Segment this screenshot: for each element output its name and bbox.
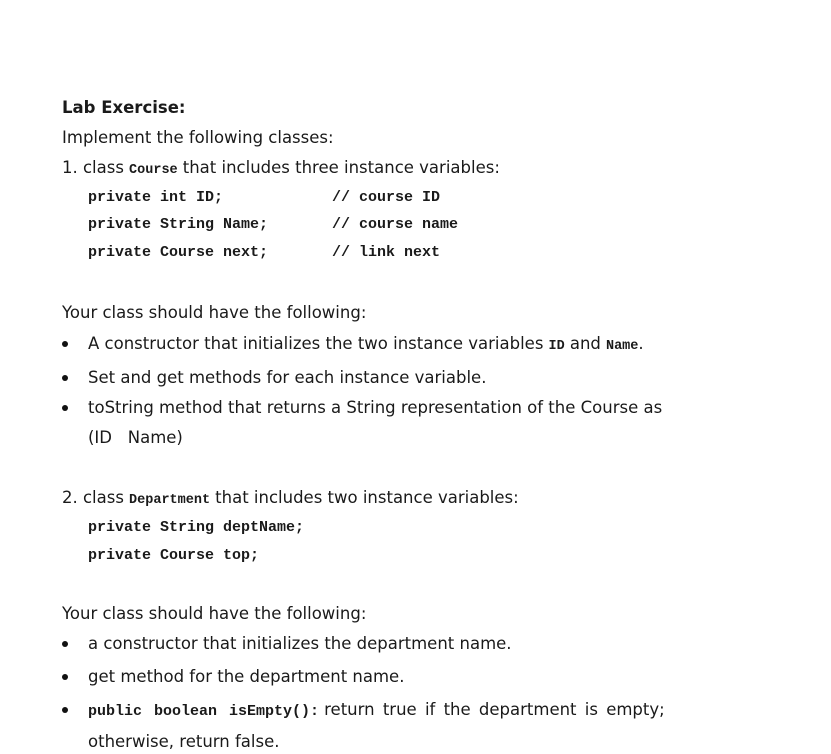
item-1-class-name: Course (129, 163, 178, 178)
bullet-icon (62, 405, 68, 411)
item-1-suffix: that includes three instance variables: (182, 158, 500, 177)
course-var-name-comment: // course name (332, 216, 459, 233)
bullet-icon (62, 341, 68, 347)
section-2-bullet-isempty-line2: otherwise, return false. (88, 732, 280, 751)
constructor-conj: and (569, 334, 601, 353)
item-2-class-name: Department (129, 493, 211, 508)
section-1-bullet-constructor (88, 334, 644, 354)
constructor-text: A constructor that initializes the two instance variables (88, 334, 544, 353)
section-1-lead: Your class should have the following: (62, 303, 367, 322)
item-2-suffix: that includes two instance variables: (215, 488, 519, 507)
bullet-icon (62, 674, 68, 680)
course-var-next-comment: // link next (332, 244, 441, 261)
department-var-deptname: private String deptName; (88, 519, 305, 536)
section-1-bullet-tostring: toString method that returns a String representation of the Course as (88, 398, 663, 417)
section-2-bullet-constructor: a constructor that initializes the department name. (88, 634, 512, 653)
intro-text: Implement the following classes: (62, 128, 334, 147)
item-2-prefix: 2. class (62, 488, 124, 507)
bullet-icon (62, 641, 68, 647)
section-2-bullet-get: get method for the department name. (88, 667, 405, 686)
item-2-title (62, 488, 519, 508)
isempty-description: return true if the department is empty; (324, 700, 665, 719)
section-2-bullet-isempty (88, 700, 665, 720)
department-var-top: private Course top; (88, 547, 260, 564)
course-var-name: private String Name; (88, 216, 269, 233)
course-var-next: private Course next; (88, 244, 269, 261)
item-1-title (62, 158, 500, 178)
course-var-id-comment: // course ID (332, 189, 441, 206)
course-var-id: private int ID; (88, 189, 224, 206)
constructor-var-id: ID (548, 339, 565, 354)
bullet-icon (62, 375, 68, 381)
section-1-bullet-tostring-format: (ID Name) (88, 428, 183, 447)
lab-exercise-heading: Lab Exercise: (62, 98, 186, 117)
constructor-end: . (638, 334, 644, 353)
isempty-signature: public boolean isEmpty(): (88, 703, 320, 720)
bullet-icon (62, 707, 68, 713)
section-1-bullet-set-get: Set and get methods for each instance variable. (88, 368, 487, 387)
section-2-lead: Your class should have the following: (62, 604, 367, 623)
item-1-prefix: 1. class (62, 158, 124, 177)
constructor-var-name: Name (605, 339, 639, 354)
